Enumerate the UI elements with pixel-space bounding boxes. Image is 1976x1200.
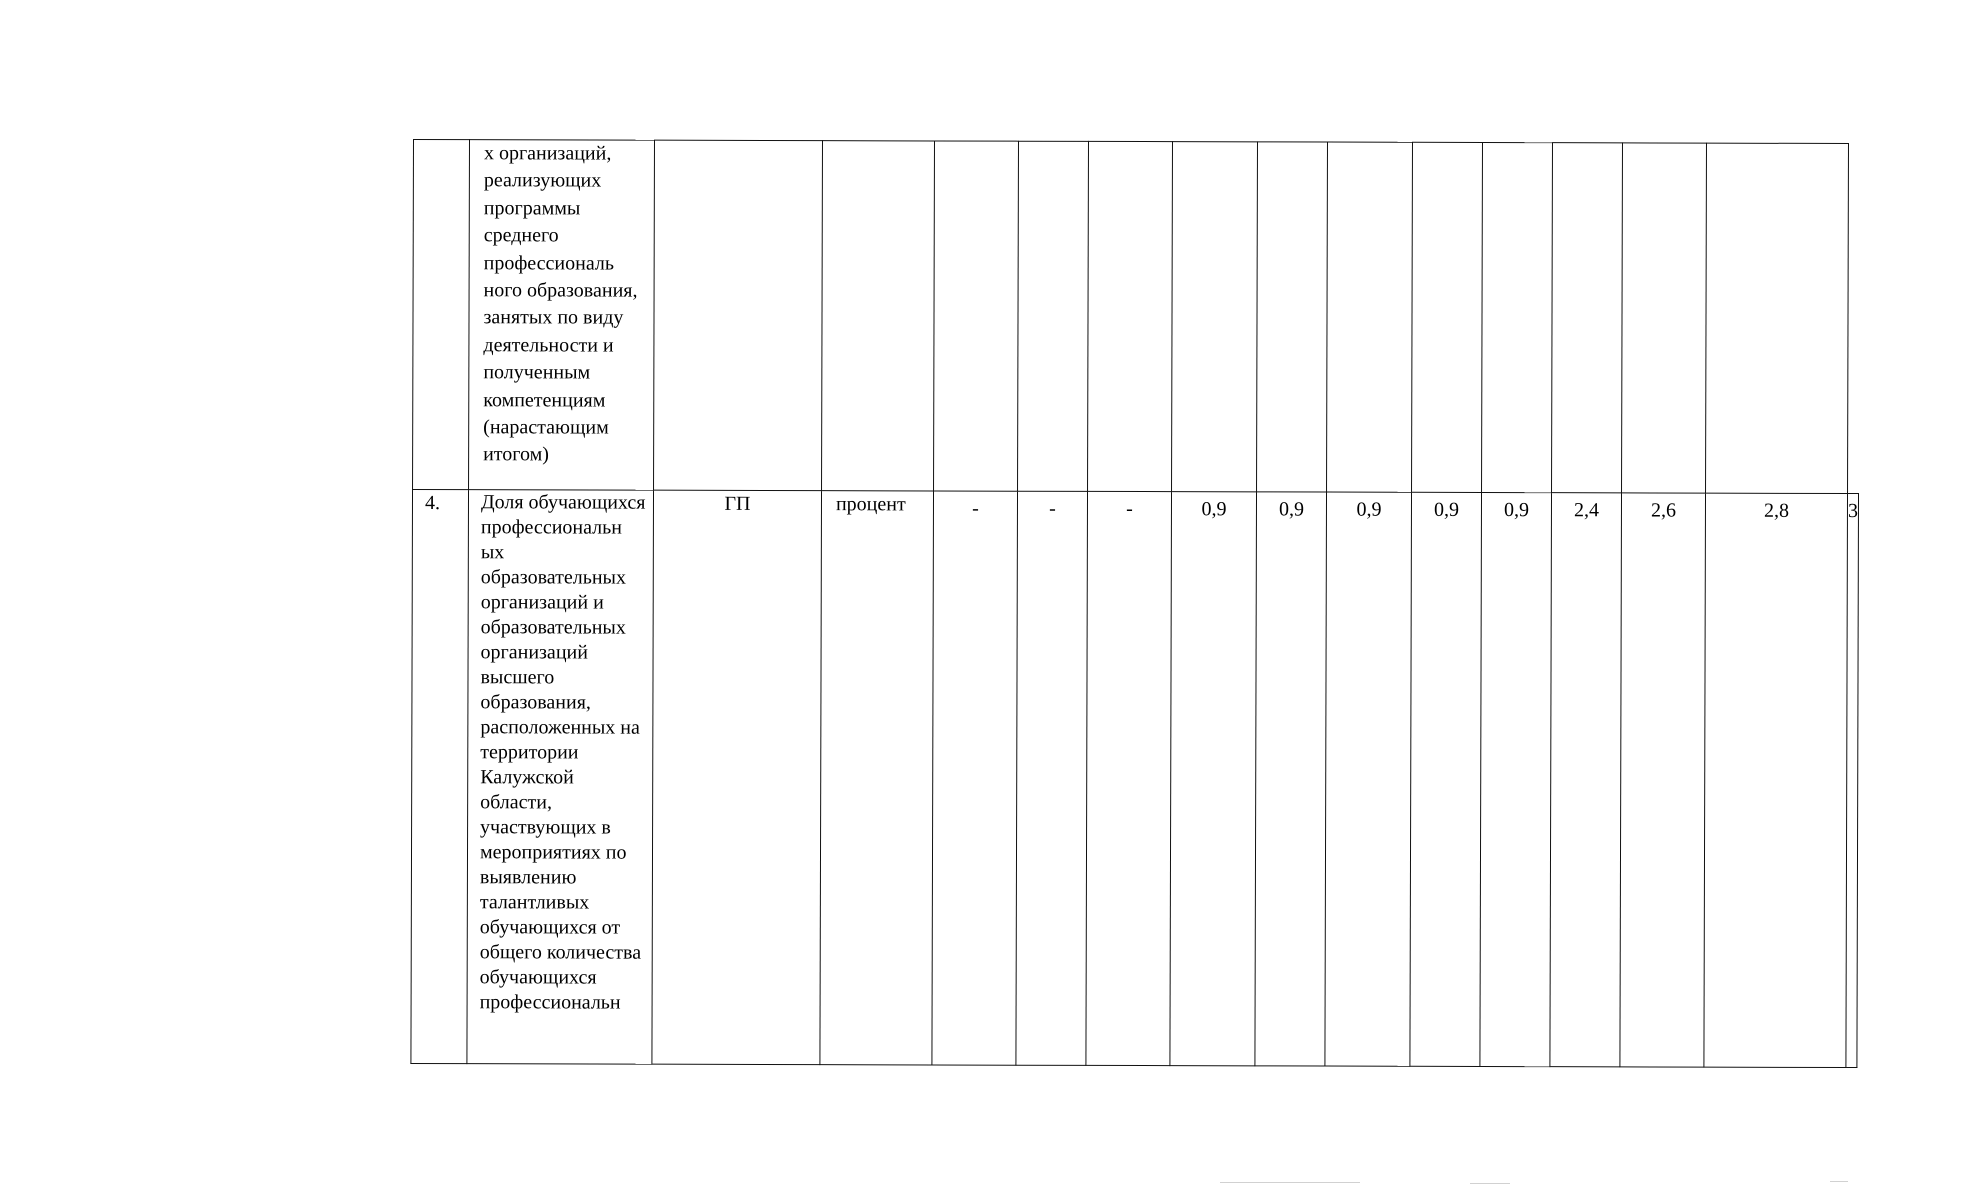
value-cell: -: [1086, 491, 1172, 1065]
row-number-cell: 4.: [411, 490, 469, 1064]
value-cell: 3: [1846, 494, 1859, 1068]
value-cell: 0,9: [1410, 492, 1482, 1066]
value-cell: [1172, 142, 1258, 492]
value-cell: -: [932, 491, 1018, 1065]
indicator-description-cell: Доля обучающихся профессиональн ых образовательных организаций и образовательных организаций высшего образования, расположенных на территории Калужской области, участвующих в мероприятиях по выявлению талантливых обучающихся от общего количества обучающихся профессиональн: [467, 490, 654, 1065]
value-cell: -: [1016, 491, 1088, 1065]
value-cell: 0,9: [1325, 492, 1412, 1066]
value-cell: 0,9: [1170, 492, 1257, 1066]
value-cell: [1412, 142, 1483, 492]
value-cell: [1257, 142, 1328, 492]
scan-noise: [1220, 1182, 1360, 1183]
value-cell: 0,9: [1480, 492, 1552, 1066]
value-cell: 2,8: [1704, 493, 1848, 1067]
value-cell: [1018, 141, 1089, 491]
source-cell: [654, 140, 823, 490]
value-cell: [1088, 141, 1173, 491]
value-cell: 2,6: [1620, 493, 1706, 1067]
row-number-cell: [413, 140, 470, 490]
indicator-table: [410, 139, 1860, 1068]
value-cell: [1482, 142, 1553, 492]
value-cell: [1552, 143, 1623, 493]
value-cell: [1622, 143, 1707, 493]
table-row: [411, 490, 1859, 1068]
scan-noise: [1830, 1181, 1848, 1182]
unit-cell: [822, 141, 935, 491]
scan-noise: [1470, 1183, 1510, 1184]
value-cell: 0,9: [1255, 492, 1327, 1066]
value-cell: [1327, 142, 1413, 492]
unit-cell: процент: [820, 491, 934, 1065]
indicator-description-cell: х организаций, реализующих программы среднего профессиональ ного образования, занятых по виду деятельности и полученным компетенциям (нарастающим итогом): [469, 140, 655, 491]
value-cell: [1706, 143, 1849, 493]
source-cell: ГП: [652, 490, 822, 1064]
value-cell: 2,4: [1550, 493, 1622, 1067]
table-row: [413, 140, 1860, 494]
value-cell: [934, 141, 1019, 491]
